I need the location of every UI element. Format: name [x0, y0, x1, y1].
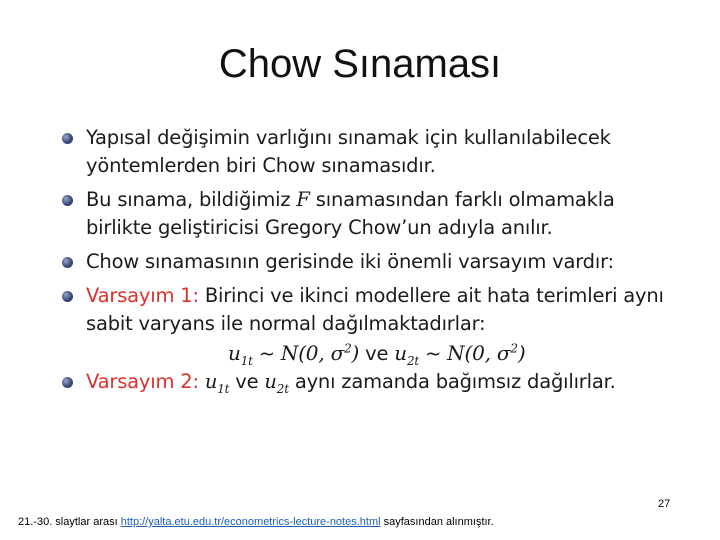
formula-normal-1: N(0, $\sigma^2$) — [280, 341, 360, 365]
formula-normal-2: N(0, $\sigma^2$) — [447, 341, 526, 365]
page-number: 27 — [658, 498, 671, 510]
bullet-text: Birinci ve ikinci modellere ait hata terimleri aynı sabit varyans ile normal dağılmaktadırlar: — [86, 284, 664, 335]
bullet-dot-icon — [62, 195, 73, 206]
bullet-dot-icon — [62, 291, 73, 302]
bullet-text: Chow sınamasının gerisinde iki önemli varsayım vardır: — [86, 250, 614, 273]
bullet-text: ve — [229, 370, 265, 393]
symbol-u1: $u_{1t}$ — [204, 370, 230, 396]
footer-source — [18, 516, 494, 528]
bullet-item-4 — [58, 282, 678, 338]
formula-sim: ~ — [419, 342, 448, 365]
symbol-u2: $u_{2t}$ — [264, 370, 289, 396]
formula-and: ve — [359, 342, 395, 365]
formula-sim: ~ — [252, 342, 281, 365]
bullet-item-2 — [58, 186, 678, 242]
formula-line — [58, 338, 678, 368]
slide-title: Chow Sınaması — [218, 42, 502, 86]
bullet-list — [58, 124, 678, 396]
footer-prefix: 21.-30. slaytlar arası — [18, 516, 121, 528]
bullet-item-1 — [58, 124, 678, 180]
footer-suffix: sayfasından alınmıştır. — [380, 516, 494, 528]
f-symbol: F — [296, 188, 310, 211]
formula-u1: $u_{1t}$ — [228, 341, 253, 368]
bullet-dot-icon — [62, 257, 73, 268]
formula-u2: $u_{2t}$ — [394, 341, 420, 368]
bullet-text: aynı zamanda bağımsız dağılırlar. — [288, 370, 616, 393]
bullet-text: Bu sınama, bildiğimiz — [86, 188, 297, 211]
bullet-dot-icon — [62, 133, 73, 144]
source-link[interactable]: http://yalta.etu.edu.tr/econometrics-lecture-notes.html — [120, 516, 381, 528]
bullet-item-5 — [58, 368, 678, 396]
assumption-label: Varsayım 2: — [86, 370, 199, 393]
bullet-text: Yapısal değişimin varlığını sınamak için kullanılabilecek yöntemlerden biri Chow sınamasıdır. — [86, 126, 611, 177]
bullet-item-3 — [58, 248, 678, 276]
bullet-text: sınamasından farklı olmamakla birlikte geliştiricisi Gregory Chow’un adıyla anılır. — [86, 188, 615, 239]
bullet-dot-icon — [62, 377, 73, 388]
assumption-label: Varsayım 1: — [86, 284, 199, 307]
